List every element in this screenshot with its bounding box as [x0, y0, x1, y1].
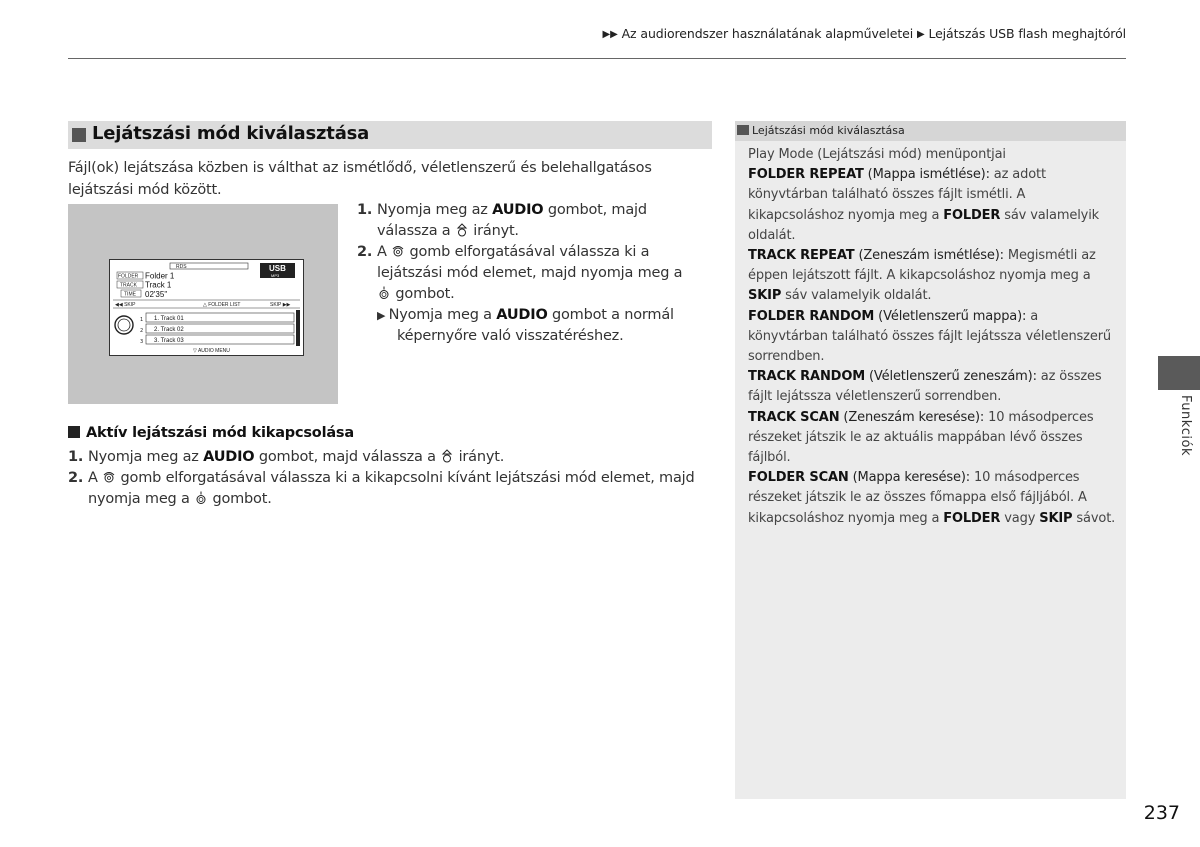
breadcrumb-part-1[interactable]: Az audiorendszer használatának alapműveletei [621, 26, 914, 41]
track-scan-entry: TRACK SCAN (Zeneszám keresése): 10 másodperces részeket játszik le az aktuális mappában lévő összes fájlból. [748, 409, 1094, 466]
track-repeat-entry: TRACK REPEAT (Zeneszám ismétlése): Megismétli az éppen lejátszott fájlt. A kikapcsoláshoz nyomja meg a SKIP sáv valamelyik oldalát. [748, 248, 1096, 304]
display-screen [109, 259, 304, 356]
skip-right-label: SKIP ▶▶ [270, 302, 291, 308]
svg-text:3: 3 [140, 339, 144, 345]
track-item-1: 1. Track 01 [154, 316, 184, 322]
step-3: ▶ Nyomja meg a AUDIO gombot a normál [377, 307, 674, 323]
folder-value: Folder 1 [145, 271, 175, 281]
steps-select-mode [357, 200, 712, 347]
step-2-cont: lejátszási mód elemet, majd nyomja meg a [377, 265, 683, 281]
page-number: 237 [1143, 802, 1180, 824]
step-1-cont: válassza a irányt. [377, 223, 519, 239]
step-2-cont2: gombot. [357, 284, 712, 305]
arrow-icon: ▶ [916, 29, 925, 40]
steps-deactivate-mode [68, 447, 718, 510]
knob-up-icon [455, 223, 469, 237]
section-title: Lejátszási mód kiválasztása [92, 123, 370, 144]
press-knob-icon [377, 286, 391, 300]
track-tag: TRACK [120, 282, 137, 289]
arrow-icon: ▶ [377, 309, 389, 322]
track-value: Track 1 [145, 280, 172, 290]
track-random-entry: TRACK RANDOM (Véletlenszerű zeneszám): az összes fájlt lejátssza véletlenszerű sorrendben. [748, 369, 1102, 405]
time-value: 02'35" [145, 290, 168, 299]
audio-screen-illustration [68, 204, 338, 404]
sub-step-2-cont: nyomja meg a gombot. [88, 491, 272, 507]
chapter-tab[interactable] [1158, 356, 1200, 390]
step-3-cont: képernyőre való visszatéréshez. [397, 328, 624, 344]
double-arrow-icon: ▶▶ [602, 29, 618, 40]
display-graphic [110, 260, 303, 355]
note-icon [737, 125, 749, 135]
skip-left-label: ◀◀ SKIP [115, 302, 136, 308]
sub-step-2: 2. A gomb elforgatásával válassza ki a kikapcsolni kívánt lejátszási mód elemet, majd [68, 470, 695, 486]
knob-up-icon [440, 449, 454, 463]
sidebar-body [748, 145, 1118, 529]
folder-tag: FOLDER [118, 273, 139, 280]
section-intro: Fájl(ok) lejátszása közben is válthat az ismétlődő, véletlenszerű és belehallgatásos lejátszási mód között. [68, 160, 652, 198]
scrollbar [296, 310, 300, 346]
step-1: 1. Nyomja meg az AUDIO gombot, majd [357, 202, 647, 218]
time-tag: TIME [124, 291, 136, 298]
sidebar-heading [735, 121, 1126, 141]
svg-text:1: 1 [140, 317, 144, 323]
heading-square-icon [72, 128, 86, 142]
step-2: 2. A gomb elforgatásával válassza ki a [357, 244, 650, 260]
heading-square-icon [68, 426, 80, 438]
section-heading [68, 121, 712, 149]
header-divider [68, 58, 1126, 59]
breadcrumb [603, 26, 1126, 41]
mp3-label: MP3 [271, 273, 280, 278]
press-knob-icon [194, 491, 208, 505]
breadcrumb-part-2[interactable]: Lejátszás USB flash meghajtóról [928, 26, 1126, 41]
rotate-knob-icon [391, 244, 405, 258]
sidebar-intro: Play Mode (Lejátszási mód) menüpontjai [748, 147, 1006, 162]
rds-label: RDS [176, 264, 187, 270]
folder-repeat-entry: FOLDER REPEAT (Mappa ismétlése): az adott könyvtárban található összes fájlt ismétli. A kikapcsoláshoz nyomja meg a FOLDER sáv valamelyik oldalát. [748, 167, 1100, 243]
subsection-heading [68, 425, 354, 441]
folder-list-label: △ FOLDER LIST [203, 302, 241, 308]
sub-step-1: 1. Nyomja meg az AUDIO gombot, majd válassza a irányt. [68, 449, 505, 465]
rotate-knob-icon [102, 470, 116, 484]
audio-menu-label: ▽ AUDIO MENU [193, 348, 230, 354]
track-item-3: 3. Track 03 [154, 338, 184, 344]
chapter-tab-label[interactable]: Funkciók [1178, 395, 1193, 457]
sidebar-note [735, 121, 1126, 799]
folder-scan-entry: FOLDER SCAN (Mappa keresése): 10 másodperces részeket játszik le az összes főmappa első fájljából. A kikapcsoláshoz nyomja meg a FOLDER vagy SKIP sávot. [748, 470, 1116, 526]
sidebar-heading-text: Lejátszási mód kiválasztása [752, 124, 905, 137]
svg-text:2: 2 [140, 328, 144, 334]
folder-random-entry: FOLDER RANDOM (Véletlenszerű mappa): a könyvtárban található összes fájlt lejátssza véletlenszerű sorrendben. [748, 308, 1111, 365]
track-item-2: 2. Track 02 [154, 327, 184, 333]
subsection-title: Aktív lejátszási mód kikapcsolása [86, 425, 354, 441]
usb-label: USB [269, 264, 286, 273]
